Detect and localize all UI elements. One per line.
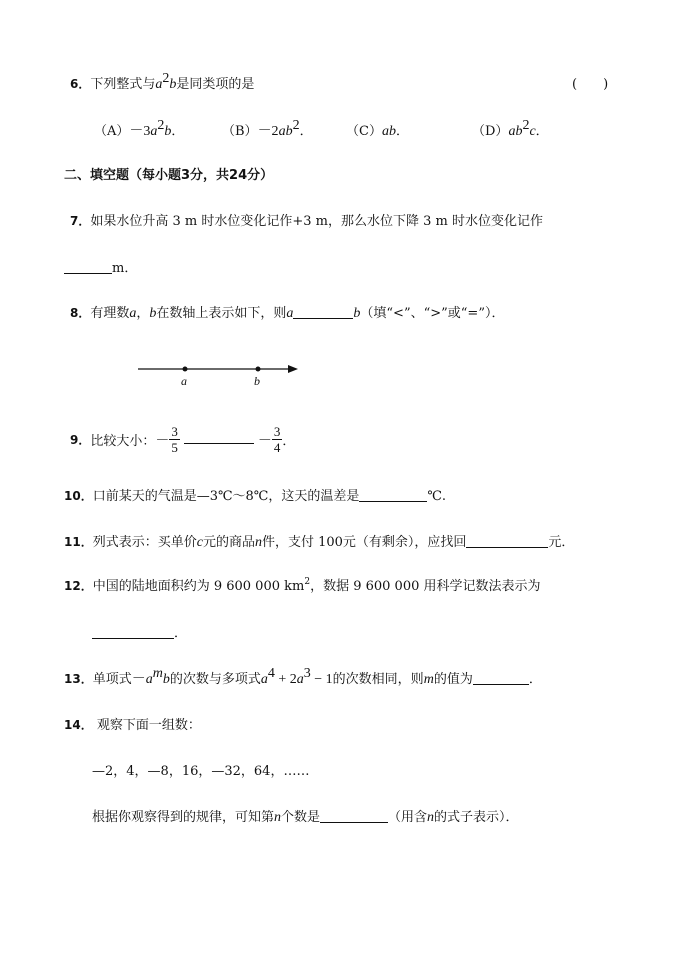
option-label: （B） [222,124,258,139]
option-label: （A） [94,124,130,139]
math-var: a [278,124,286,139]
point-b [256,367,261,372]
punct: ． [174,626,188,641]
math-coef: －2 [257,124,279,139]
answer-blank[interactable] [64,261,112,274]
question-text: 比较大小： [90,434,156,449]
question-text: 下列整式与 [90,77,156,92]
question-number: 12． [64,579,93,593]
math-var: a [150,124,158,139]
question-number: 6． [70,77,91,91]
math-var: a [286,306,294,321]
math-var: m [423,672,434,687]
question-text: 元． [548,535,575,550]
math-exp: 2 [304,577,311,587]
math-exp: 2 [522,118,530,133]
question-text: 的次数与多项式 [169,672,261,687]
question-6 [70,73,254,93]
axis-label-b: b [254,374,260,388]
math-sign: － [257,433,272,449]
question-text: 个数是 [281,810,321,825]
question-9 [70,424,295,455]
number-line [130,358,310,392]
answer-blank[interactable] [320,810,388,823]
math-var: a [129,306,137,321]
answer-paren: ( ) [572,77,609,92]
question-number: 7． [70,214,91,228]
question-text: 单项式 [92,672,132,687]
question-text: （用含 [388,810,428,825]
question-text: 列式表示：买单价 [92,535,197,550]
question-text: 的值为 [433,672,473,687]
question-number: 13． [64,672,93,686]
punct: ． [171,124,185,139]
option-label: （D） [472,124,509,139]
question-number: 9． [70,433,91,447]
option-a[interactable] [94,120,184,140]
math-var: b [515,124,523,139]
number-sequence: —2，4，—8，16，—32，64，…… [92,764,310,779]
question-text: 在数轴上表示如下，则 [156,306,287,321]
math-var: b [388,124,396,139]
fraction-denominator: 4 [273,440,281,455]
question-10 [64,485,446,504]
punct: ． [528,672,542,687]
option-b[interactable] [222,120,313,140]
math-sign: － [155,433,170,449]
axis-arrow [288,365,298,373]
question-number: 8． [70,306,91,320]
punct: ． [395,124,409,139]
fraction-denominator: 5 [171,440,178,455]
answer-blank[interactable] [466,535,548,548]
math-exp: 4 [267,666,275,681]
math-var: a [381,124,389,139]
question-13 [64,668,542,688]
option-d[interactable] [472,120,549,140]
question-text: 是同类项的是 [176,77,255,92]
punct: ， [136,306,150,321]
fraction-numerator: 3 [273,424,281,439]
question-7-line2 [64,257,137,276]
question-14 [64,714,201,733]
question-number: 14． [64,718,93,732]
math-var: b [164,124,172,139]
math-var: c [196,535,203,550]
question-text: 观察下面一组数： [92,718,201,733]
question-number: 10． [64,489,93,503]
question-14-line3 [92,806,519,826]
question-text: 元的商品 [202,535,255,550]
question-text: 根据你观察得到的规律，可知第 [92,810,275,825]
math-var: b [149,306,157,321]
question-text: 有理数 [90,306,130,321]
math-var: n [274,810,282,825]
question-11 [64,531,574,551]
fraction [272,424,283,455]
question-12 [64,575,541,594]
question-text: 件，支付 100元（有剩余），应找回 [261,535,467,550]
question-text: 口前某天的气温是—3℃～8℃，这天的温差是 [92,489,360,504]
question-text: 的次数相同，则 [332,672,424,687]
math-var: a [145,672,153,687]
math-var: a [260,672,268,687]
section-title: 二、填空题（每小题3分，共24分） [64,168,274,183]
math-var: n [427,810,435,825]
question-text: ，数据 9 600 000 用科学记数法表示为 [310,579,541,594]
question-text: 中国的陆地面积约为 9 600 000 km [92,579,305,594]
math-exp: 2 [157,118,165,133]
question-text: m． [112,261,138,276]
math-var: a [296,672,304,687]
math-var: b [169,77,177,92]
math-op: + 2 [274,672,297,687]
answer-blank[interactable] [184,435,254,444]
question-text: ℃. [427,489,447,504]
question-8 [70,302,504,322]
axis-label-a: a [181,374,187,388]
question-12-line2 [92,622,187,641]
math-var: b [162,672,170,687]
question-text: 的式子表示）． [434,810,519,825]
answer-blank[interactable] [473,672,529,685]
math-var: b [285,124,293,139]
math-var: b [353,306,361,321]
option-c[interactable] [346,120,409,140]
punct: ． [299,124,313,139]
question-text: （填“<”、“>”或“=”）． [360,306,505,321]
fraction [169,424,180,455]
punct: ． [535,124,549,139]
point-a [183,367,188,372]
answer-blank[interactable] [359,489,427,502]
option-label: （C） [346,124,382,139]
math-var: n [254,535,262,550]
math-exp: 2 [292,118,300,133]
math-exp: 3 [303,666,311,681]
math-var: c [529,124,536,139]
math-op: − 1 [310,672,333,687]
math-coef: －3 [129,124,151,139]
question-number: 11． [64,535,93,549]
question-text: 如果水位升高 3 m 时水位变化记作+3 m，那么水位下降 3 m 时水位变化记作 [90,214,543,229]
math-var: a [155,77,163,92]
math-sign: － [131,672,146,687]
math-exp: m [152,666,163,681]
fraction-numerator: 3 [171,424,178,439]
math-var: a [508,124,516,139]
answer-blank[interactable] [92,626,174,639]
math-exp: 2 [162,71,170,86]
question-7 [70,210,543,229]
punct: ． [282,434,296,449]
answer-blank[interactable] [293,306,353,319]
